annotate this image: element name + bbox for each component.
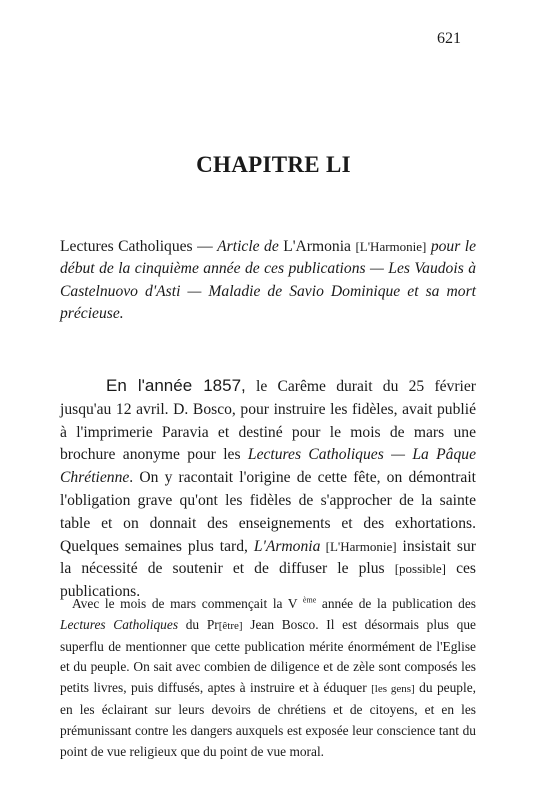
- chapter-summary: [60, 236, 476, 325]
- quote-text: année de la publication des: [316, 596, 476, 611]
- body-italic-newspaper: L'Armonia: [253, 537, 321, 555]
- summary-italic-rest: pour le début de la cinquième année de ces publications — Les Vaudois à Castelnuovo d'Asti — Maladie de Savio Dominique et sa mort précieuse.: [60, 238, 476, 322]
- body-editorial-insert: [possible]: [394, 561, 446, 577]
- body-text: . On y racontait l'origine de cette fête, on démontrait l'obligation grave qu'ont les fidèles de s'approcher de la sainte table et on donnait des enseignements et des exhortations. Quelques semaines plus tard,: [60, 469, 476, 555]
- chapter-title: CHAPITRE LI: [196, 152, 351, 177]
- body-text: le Carême durait du 25 février jusqu'au 12 avril. D. Bosco, pour instruire les fidèles, avait publié à l'imprimerie Paravia et destiné pour le mois de mars une brochure anonyme pour les: [60, 378, 476, 464]
- quote-text: du peuple, en les éclairant sur leurs devoirs de chrétiens et de citoyens, et en les prémunissant contre les dangers auxquels est exposée leur conscience tant du point de vue religieux que du point de vue moral.: [60, 680, 476, 759]
- body-text: insistait sur la nécessité de soutenir et de diffuser le plus: [60, 537, 476, 578]
- page-number: 621: [437, 30, 461, 47]
- body-paragraph: [60, 375, 476, 604]
- body-text: ces publications.: [60, 560, 476, 601]
- quote-text: Jean Bosco. Il est désormais plus que superflu de mentionner que cette publication mérite énormément de l'Eglise et du peuple. On sait avec combien de diligence et de zèle sont composés les petits livres, puis diffusés, aptes à instruire et à éduquer: [60, 616, 476, 696]
- quote-text: du Pr: [178, 616, 219, 632]
- body-translation-note: [L'Harmonie]: [320, 538, 397, 554]
- summary-text: Lectures Catholiques —: [60, 238, 218, 255]
- quote-editorial-insert: [les gens]: [371, 683, 415, 696]
- body-italic-title: Lectures Catholiques — La Pâque Chrétienne: [60, 446, 476, 487]
- quote-text: Avec le mois de mars commençait la V: [72, 596, 303, 611]
- summary-italic-article: Article de: [217, 238, 279, 255]
- quoted-article: [60, 594, 476, 762]
- paragraph-lead-in: En l'année 1857,: [106, 376, 246, 395]
- quote-superscript: ème: [302, 595, 317, 605]
- summary-translation-note: [L'Harmonie]: [355, 239, 427, 254]
- quote-editorial-insert: [être]: [218, 619, 243, 632]
- summary-newspaper: L'Armonia: [278, 238, 356, 255]
- quote-italic-title: Lectures Catholiques: [60, 616, 179, 632]
